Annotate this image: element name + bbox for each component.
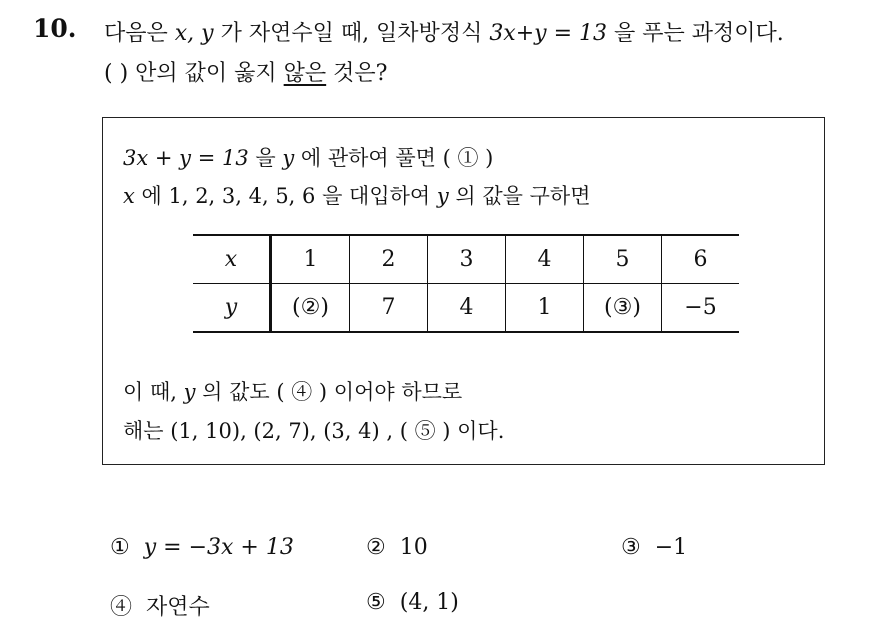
box-line3-start: 이 때, xyxy=(123,380,184,404)
table-cell: (②) xyxy=(271,284,350,333)
underlined-word: 않은 xyxy=(283,61,327,86)
solution-process-box xyxy=(102,117,825,465)
question-end: 을 푸는 과정이다. xyxy=(607,21,784,46)
table-cell: −5 xyxy=(662,284,740,333)
box-line2-var2: y xyxy=(436,184,449,208)
table-cell: 1 xyxy=(506,284,584,333)
question-mid: 가 자연수일 때, 일차방정식 xyxy=(213,21,490,46)
choice-text: −1 xyxy=(654,535,688,560)
box-line1-end: 에 관하여 풀면 ( ① ) xyxy=(294,146,494,170)
choice-text: 자연수 xyxy=(146,595,210,620)
question-intro: 다음은 xyxy=(104,21,175,46)
choice-4[interactable] xyxy=(110,590,210,621)
question-number: 10. xyxy=(33,14,77,43)
table-row-y xyxy=(193,284,739,333)
box-line-4: 해는 (1, 10), (2, 7), (3, 4) , ( ⑤ ) 이다. xyxy=(123,419,505,443)
table-cell: 7 xyxy=(350,284,428,333)
table-cell: 4 xyxy=(506,235,584,284)
table-cell: 5 xyxy=(584,235,662,284)
choice-marker: ① xyxy=(110,535,130,560)
choice-3[interactable] xyxy=(621,535,687,560)
question-text-line-2 xyxy=(104,56,387,87)
question-line2-end: 것은? xyxy=(326,61,388,86)
choice-marker: ④ xyxy=(110,595,133,620)
box-line1-mid: 을 xyxy=(248,146,283,170)
table-cell: 4 xyxy=(428,284,506,333)
box-line2-mid: 에 1, 2, 3, 4, 5, 6 을 대입하여 xyxy=(134,184,437,208)
question-line2-start: ( ) 안의 값이 옳지 xyxy=(104,61,284,86)
question-equation: 3x+y = 13 xyxy=(489,21,607,46)
choice-text: 10 xyxy=(399,535,428,560)
choice-marker: ② xyxy=(366,535,386,560)
choice-text: (4, 1) xyxy=(399,590,459,615)
table-cell: 6 xyxy=(662,235,740,284)
table-cell: 3 xyxy=(428,235,506,284)
choice-marker: ⑤ xyxy=(366,590,386,615)
table-header-y: y xyxy=(224,295,238,320)
choice-5[interactable] xyxy=(366,590,459,615)
box-line3-var: y xyxy=(183,380,196,404)
question-variables: x, y xyxy=(174,21,214,46)
box-equation: 3x + y = 13 xyxy=(123,146,249,170)
table-cell: 2 xyxy=(350,235,428,284)
table-header-x: x xyxy=(193,235,271,284)
box-line2-end: 의 값을 구하면 xyxy=(448,184,591,208)
table-cell: 1 xyxy=(271,235,350,284)
choice-text: y = −3x + 13 xyxy=(143,535,294,560)
choice-marker: ③ xyxy=(621,535,641,560)
box-line1-var: y xyxy=(282,146,295,170)
question-text-line-1 xyxy=(104,16,784,47)
choice-2[interactable] xyxy=(366,535,428,560)
value-table xyxy=(193,234,739,333)
box-line3-end: 의 값도 ( ④ ) 이어야 하므로 xyxy=(195,380,463,404)
table-cell: (③) xyxy=(584,284,662,333)
choice-1[interactable] xyxy=(110,535,294,560)
box-line-1 xyxy=(123,142,493,172)
box-line-2 xyxy=(123,180,590,210)
box-line-3 xyxy=(123,376,462,406)
table-row-x xyxy=(193,235,739,284)
box-line2-var: x xyxy=(123,184,135,208)
